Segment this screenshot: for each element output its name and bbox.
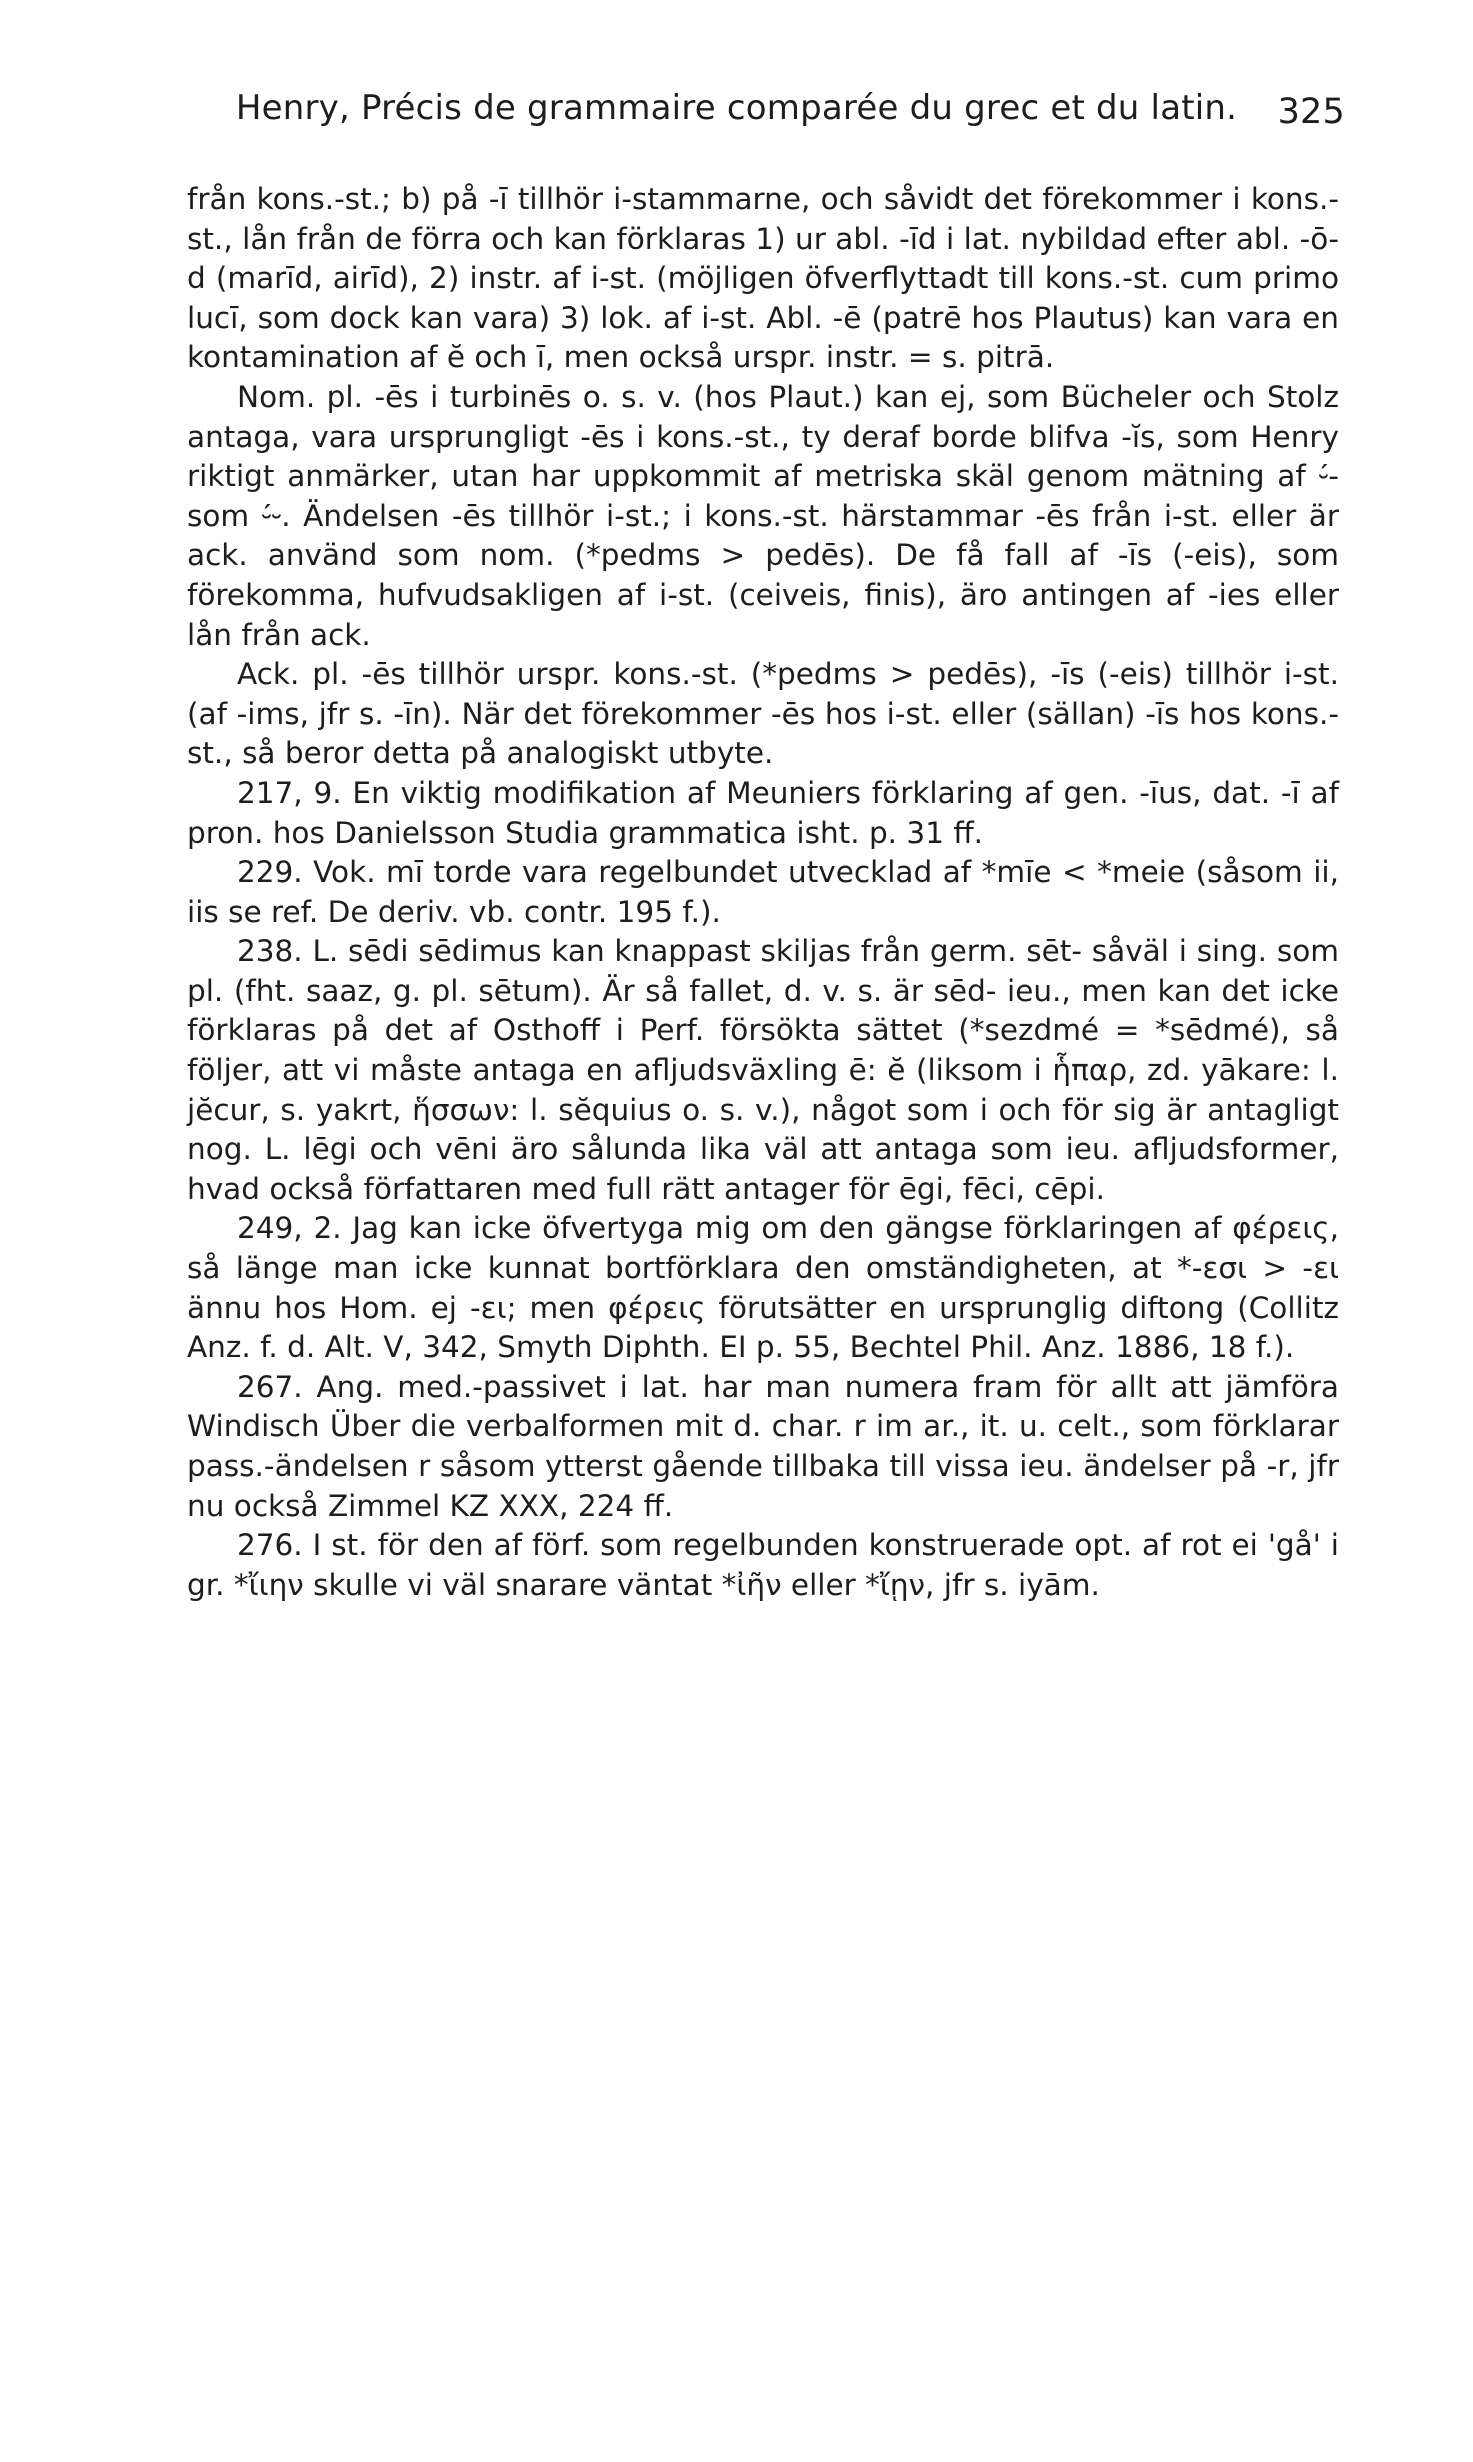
paragraph-267: 267. Ang. med.-passivet i lat. har man numera fram för allt att jämföra Windisch Über die verbalformen mit d. char. r im ar., it. u. celt., som förklarar pass.-ändelsen r såsom ytterst gående tillbaka till vissa ieu. ändelser på -r, jfr nu också Zimmel KZ XXX, 224 ff. bbox=[187, 1369, 1339, 1523]
paragraph-276: 276. I st. för den af förf. som regelbunden konstruerade opt. af rot ei 'gå' i gr. *ἴιην skulle vi väl snarare väntat *ἰῆν eller *ἴῃν, jfr s. iyām. bbox=[187, 1528, 1339, 1602]
paragraph-238: 238. L. sēdi sēdimus kan knappast skiljas från germ. sēt- såväl i sing. som pl. (fht. saaz, g. pl. sētum). Är så fallet, d. v. s. är sēd- ieu., men kan det icke förklaras på det af Osthoff i Perf. försökta sättet (*sezdmé = *sēdmé), så följer, att vi måste antaga en afljudsväxling ē: ĕ (liksom i ἧπαρ, zd. yākare: l. jĕcur, s. yakrt, ἥσσων: l. sĕquius o. s. v.), något som i och för sig är antagligt nog. L. lēgi och vēni äro sålunda lika väl att antaga som ieu. afljudsformer, hvad också författaren med full rätt antager för ēgi, fēci, cēpi. bbox=[187, 934, 1339, 1206]
paragraph-229: 229. Vok. mī torde vara regelbundet utvecklad af *mīe < *meie (såsom ii, iis se ref. De deriv. vb. contr. 195 f.). bbox=[187, 855, 1339, 929]
paragraph-249: 249, 2. Jag kan icke öfvertyga mig om den gängse förklaringen af φέρεις, så länge man icke kunnat bortförklara den omständigheten, at *-εσι > -ει ännu hos Hom. ej -ει; men φέρεις förutsätter en ursprunglig diftong (Collitz Anz. f. d. Alt. V, 342, Smyth Diphth. EI p. 55, Bechtel Phil. Anz. 1886, 18 f.). bbox=[187, 1211, 1339, 1365]
paragraph-217: 217, 9. En viktig modifikation af Meuniers förklaring af gen. -īus, dat. -ī af pron. hos Danielsson Studia grammatica isht. p. 31 ff. bbox=[187, 775, 1339, 850]
page-body bbox=[187, 180, 1339, 1605]
paragraph-continuation: från kons.-st.; b) på -ī tillhör i-stammarne, och såvidt det förekommer i kons.-st., lån från de förra och kan förklaras 1) ur abl. -īd i lat. nybildad efter abl. -ō-d (marīd, airīd), 2) instr. af i-st. (möjligen öfverflyttadt till kons.-st. cum primo lucī, som dock kan vara) 3) lok. af i-st. Abl. -ē (patrē hos Plautus) kan vara en kontamination af ĕ och ī, men också urspr. instr. = s. pitrā. bbox=[187, 182, 1339, 375]
paragraph-ack-pl: Ack. pl. -ēs tillhör urspr. kons.-st. (*pedms > pedēs), -īs (-eis) tillhör i-st. (af -ims, jfr s. -īn). När det förekommer -ēs hos i-st. eller (sällan) -īs hos kons.-st., så beror detta på analogiskt utbyte. bbox=[187, 657, 1339, 771]
running-header bbox=[0, 88, 1473, 132]
paragraph-nom-pl: Nom. pl. -ēs i turbinēs o. s. v. (hos Plaut.) kan ej, som Bücheler och Stolz antaga, vara ursprungligt -ēs i kons.-st., ty deraf borde blifva -ĭs, som Henry riktigt anmärker, utan har uppkommit af metriska skäl genom mätning af ⏑́- som ⏑́⏑. Ändelsen -ēs tillhör i-st.; i kons.-st. härstammar -ēs från i-st. eller är ack. använd som nom. (*pedms > pedēs). De få fall af -īs (-eis), som förekomma, hufvudsakligen af i-st. (ceiveis, finis), äro antingen af -ies eller lån från ack. bbox=[187, 379, 1339, 652]
running-title: Henry, Précis de grammaire comparée du grec et du latin. bbox=[235, 88, 1238, 128]
page-number: 325 bbox=[1277, 92, 1345, 132]
